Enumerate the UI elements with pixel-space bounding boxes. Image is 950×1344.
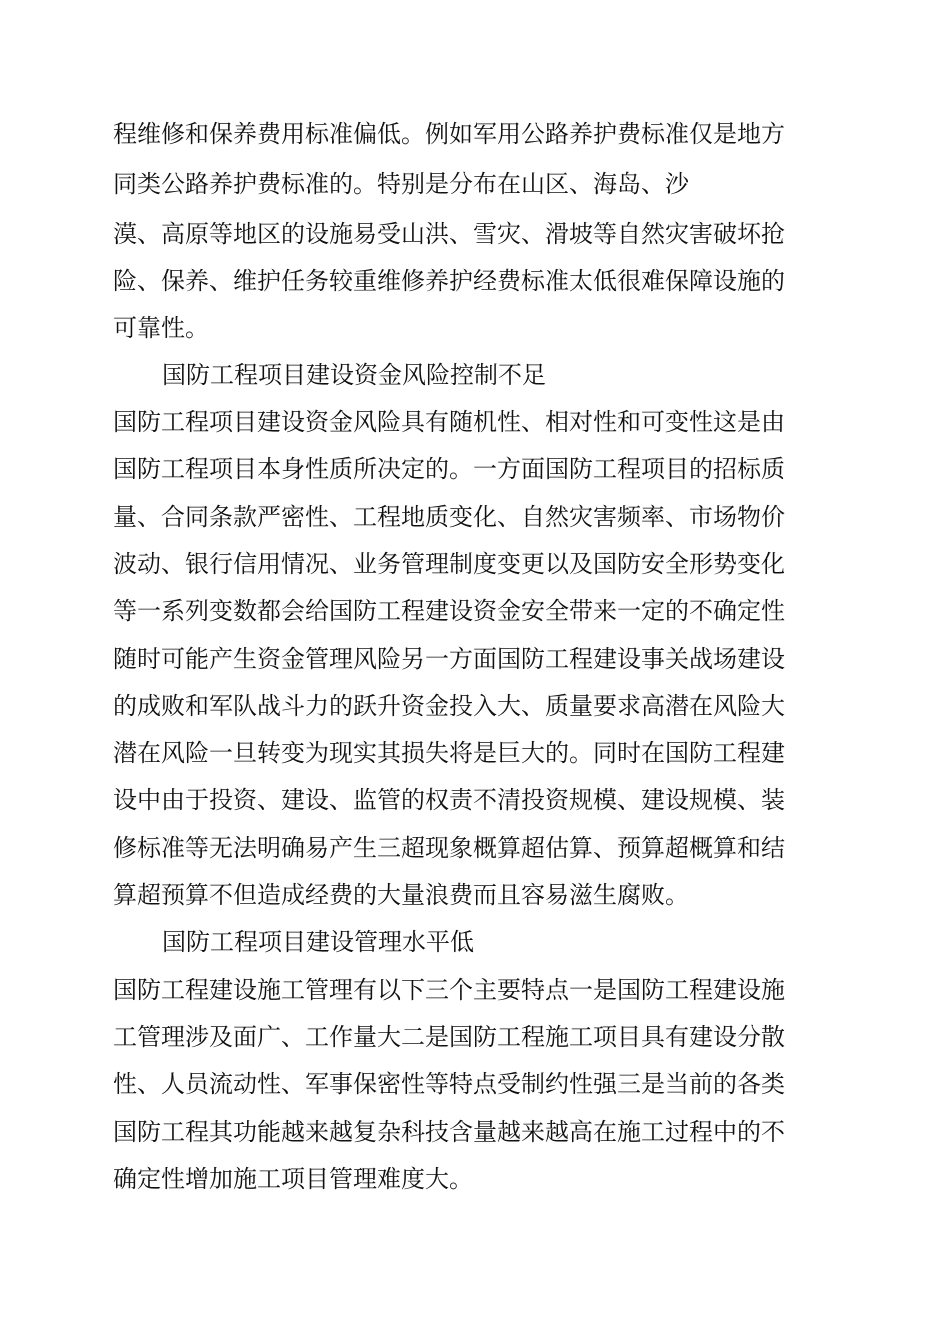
paragraph-2-line: 算超预算不但造成经费的大量浪费而且容易滋生腐败。	[113, 881, 689, 909]
paragraph-2-line: 潜在风险一旦转变为现实其损失将是巨大的。同时在国防工程建	[113, 739, 785, 767]
paragraph-3-line: 国防工程建设施工管理有以下三个主要特点一是国防工程建设施	[113, 976, 785, 1004]
paragraph-2-line: 修标准等无法明确易产生三超现象概算超估算、预算超概算和结	[113, 834, 785, 862]
paragraph-2-line: 的成败和军队战斗力的跃升资金投入大、质量要求高潜在风险大	[113, 692, 785, 720]
paragraph-2-line: 等一系列变数都会给国防工程建设资金安全带来一定的不确定性	[113, 597, 785, 625]
paragraph-1-line: 可靠性。	[113, 314, 209, 342]
paragraph-1-line: 同类公路养护费标准的。特别是分布在山区、海岛、沙	[113, 170, 689, 198]
paragraph-3-line: 国防工程其功能越来越复杂科技含量越来越高在施工过程中的不	[113, 1118, 785, 1146]
paragraph-1-line: 漠、高原等地区的设施易受山洪、雪灾、滑坡等自然灾害破坏抢	[113, 220, 785, 248]
paragraph-2-line: 国防工程项目建设资金风险具有随机性、相对性和可变性这是由	[113, 408, 785, 436]
paragraph-1-line: 险、保养、维护任务较重维修养护经费标准太低很难保障设施的	[113, 267, 785, 295]
paragraph-2-line: 波动、银行信用情况、业务管理制度变更以及国防安全形势变化	[113, 550, 785, 578]
paragraph-3-line: 工管理涉及面广、工作量大二是国防工程施工项目具有建设分散	[113, 1023, 785, 1051]
paragraph-3-line: 性、人员流动性、军事保密性等特点受制约性强三是当前的各类	[113, 1070, 785, 1098]
paragraph-2-line: 量、合同条款严密性、工程地质变化、自然灾害频率、市场物价	[113, 503, 785, 531]
paragraph-2-line: 随时可能产生资金管理风险另一方面国防工程建设事关战场建设	[113, 645, 785, 673]
section-heading: 国防工程项目建设管理水平低	[162, 928, 474, 956]
paragraph-2-line: 国防工程项目本身性质所决定的。一方面国防工程项目的招标质	[113, 455, 785, 483]
paragraph-3-line: 确定性增加施工项目管理难度大。	[113, 1165, 473, 1193]
paragraph-1-line: 程维修和保养费用标准偏低。例如军用公路养护费标准仅是地方	[113, 120, 785, 148]
section-heading: 国防工程项目建设资金风险控制不足	[162, 361, 546, 389]
paragraph-2-line: 设中由于投资、建设、监管的权责不清投资规模、建设规模、装	[113, 786, 785, 814]
